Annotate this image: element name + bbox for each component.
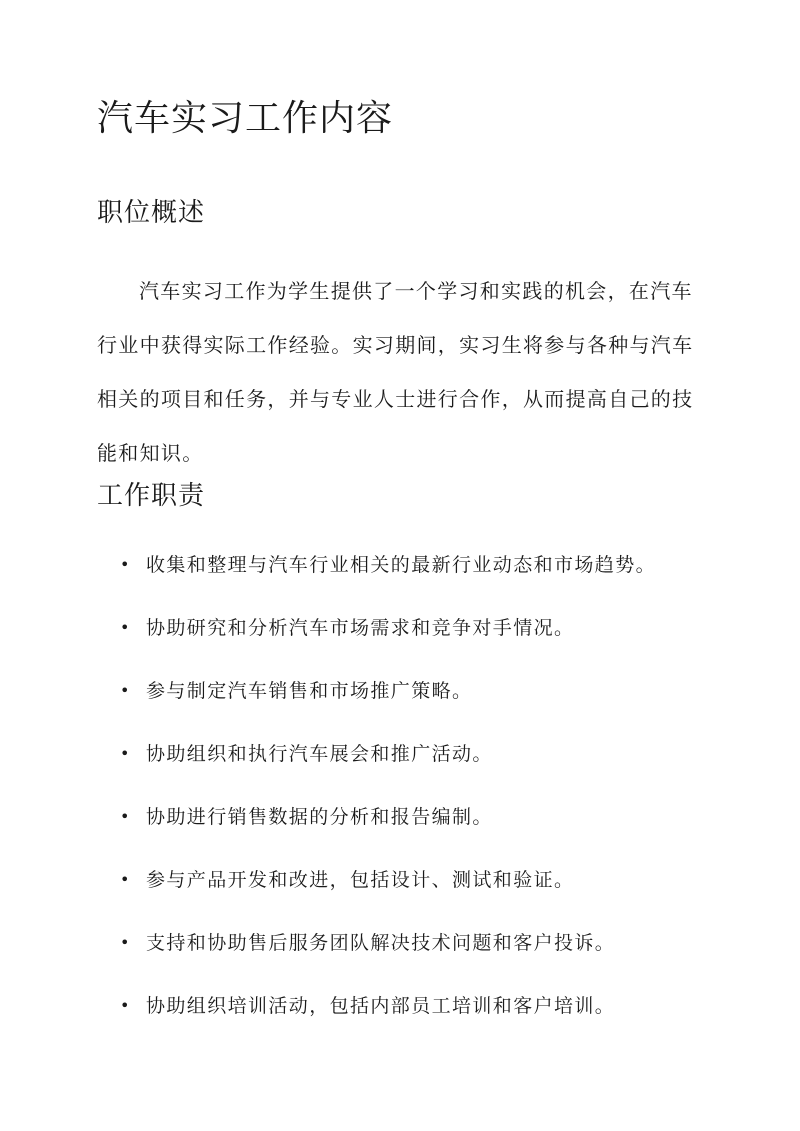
duty-item-1 [112,545,712,608]
duty-item-6 [112,860,712,923]
duty-text: 参与制定汽车销售和市场推广策略。 [146,680,473,702]
bullet-icon: • [120,744,131,763]
duties-list [112,545,712,1049]
bullet-icon: • [120,807,131,826]
bullet-icon: • [120,933,131,952]
duty-item-4 [112,734,712,797]
duty-item-2 [112,608,712,671]
duty-text: 协助组织培训活动，包括内部员工培训和客户培训。 [146,995,616,1017]
bullet-icon: • [120,870,131,889]
duty-item-5 [112,797,712,860]
duty-text: 支持和协助售后服务团队解决技术问题和客户投诉。 [146,932,616,954]
document-title: 汽车实习工作内容 [97,98,394,139]
bullet-icon: • [120,555,131,574]
duty-text: 协助研究和分析汽车市场需求和竞争对手情况。 [146,617,575,639]
duty-text: 协助进行销售数据的分析和报告编制。 [146,806,493,828]
bullet-icon: • [120,996,131,1015]
duty-item-8 [112,986,712,1049]
section-heading-overview: 职位概述 [97,198,206,228]
bullet-icon: • [120,681,131,700]
duty-item-3 [112,671,712,734]
overview-paragraph: 汽车实习工作为学生提供了一个学习和实践的机会，在汽车行业中获得实际工作经验。实习期间，实习生将参与各种与汽车相关的项目和任务，并与专业人士进行合作，从而提高自己的技能和知识。 [97,279,694,465]
duty-text: 收集和整理与汽车行业相关的最新行业动态和市场趋势。 [146,554,657,576]
duty-item-7 [112,923,712,986]
bullet-icon: • [120,618,131,637]
duty-text: 协助组织和执行汽车展会和推广活动。 [146,743,493,765]
section-heading-duties: 工作职责 [97,481,206,511]
duty-text: 参与产品开发和改进，包括设计、测试和验证。 [146,869,575,891]
